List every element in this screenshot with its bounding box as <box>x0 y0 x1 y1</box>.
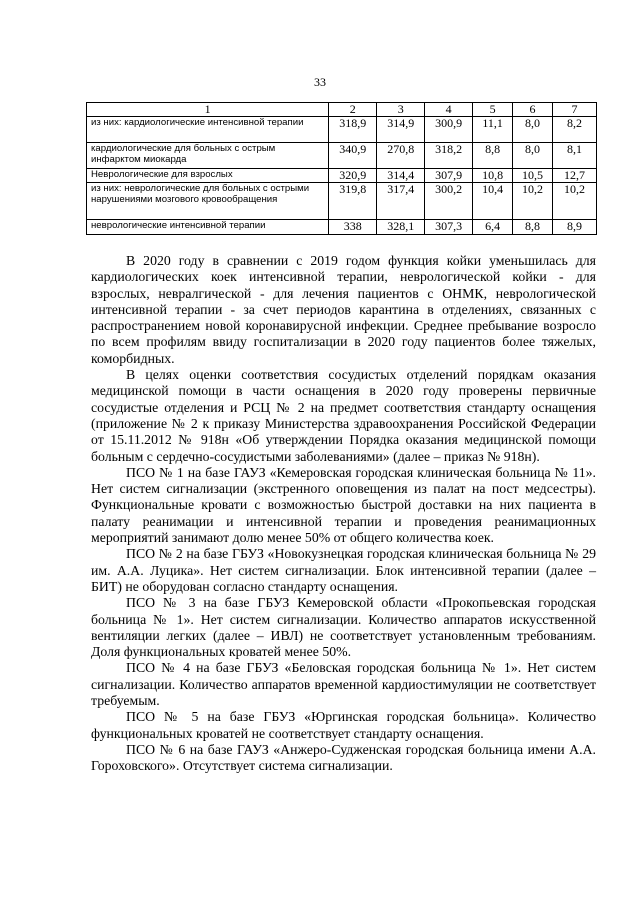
row-label: из них: кардиологические интенсивной терапии <box>87 117 329 143</box>
page-number: 33 <box>314 75 326 89</box>
table-row <box>87 169 597 183</box>
table-cell: 10,2 <box>513 183 553 220</box>
table-cell: 340,9 <box>329 143 377 169</box>
table-cell: 320,9 <box>329 169 377 183</box>
table-cell: 328,1 <box>377 220 425 235</box>
header-cell: 3 <box>377 103 425 117</box>
table-row <box>87 117 597 143</box>
paragraph: ПСО № 2 на базе ГБУЗ «Новокузнецкая городская клиническая больница № 29 им. А.А. Луцика». Нет систем сигнализации. Блок интенсивной терапии (далее – БИТ) не оборудован согласно стандарту оснащения. <box>91 546 596 594</box>
table-cell: 8,8 <box>513 220 553 235</box>
bed-function-table <box>86 102 597 235</box>
table-cell: 319,8 <box>329 183 377 220</box>
table-cell: 10,4 <box>473 183 513 220</box>
paragraph: ПСО № 6 на базе ГАУЗ «Анжеро-Судженская городская больница имени А.А. Гороховского». Отсутствует система сигнализации. <box>91 741 596 774</box>
table-cell: 8,2 <box>553 117 597 143</box>
table-row <box>87 220 597 235</box>
table-cell: 270,8 <box>377 143 425 169</box>
table-cell: 307,9 <box>425 169 473 183</box>
table-cell: 318,2 <box>425 143 473 169</box>
header-cell: 7 <box>553 103 597 117</box>
header-cell: 4 <box>425 103 473 117</box>
table-cell: 317,4 <box>377 183 425 220</box>
table-row <box>87 183 597 220</box>
table-cell: 8,1 <box>553 143 597 169</box>
paragraph: ПСО № 4 на базе ГБУЗ «Беловская городская больница № 1». Нет систем сигнализации. Количество аппаратов временной кардиостимуляции не соответствует требуемым. <box>91 660 596 709</box>
table-cell: 8,8 <box>473 143 513 169</box>
table-header-row <box>87 103 597 117</box>
table-cell: 8,0 <box>513 117 553 143</box>
table-cell: 300,2 <box>425 183 473 220</box>
table-cell: 10,2 <box>553 183 597 220</box>
table-cell: 314,4 <box>377 169 425 183</box>
table-cell: 10,8 <box>473 169 513 183</box>
table-cell: 318,9 <box>329 117 377 143</box>
row-label: из них: неврологические для больных с острыми нарушениями мозгового кровообращения <box>87 183 329 220</box>
table-cell: 314,9 <box>377 117 425 143</box>
table-cell: 307,3 <box>425 220 473 235</box>
table-cell: 300,9 <box>425 117 473 143</box>
table-cell: 12,7 <box>553 169 597 183</box>
paragraph: ПСО № 5 на базе ГБУЗ «Юргинская городская больница». Количество функциональных кроватей не соответствует стандарту оснащения. <box>91 709 596 741</box>
header-cell: 1 <box>87 103 329 117</box>
body-text <box>91 253 596 775</box>
header-cell: 2 <box>329 103 377 117</box>
table-cell: 8,9 <box>553 220 597 235</box>
table-cell: 10,5 <box>513 169 553 183</box>
row-label: Неврологические для взрослых <box>87 169 329 183</box>
row-label: кардиологические для больных с острым инфарктом миокарда <box>87 143 329 169</box>
row-label: неврологические интенсивной терапии <box>87 220 329 235</box>
table-row <box>87 143 597 169</box>
table-cell: 8,0 <box>513 143 553 169</box>
paragraph: ПСО № 1 на базе ГАУЗ «Кемеровская городская клиническая больница № 11». Нет систем сигнализации (экстренного оповещения из палат на пост медсестры). Функциональные кровати с возможностью быстрой доставки на них пациента в палату реанимации и интенсивной терапии и проведения реанимационных мероприятий занимают долю менее 50% от общего количества коек. <box>91 464 596 546</box>
table-cell: 11,1 <box>473 117 513 143</box>
table-cell: 6,4 <box>473 220 513 235</box>
header-cell: 6 <box>513 103 553 117</box>
header-cell: 5 <box>473 103 513 117</box>
paragraph: В 2020 году в сравнении с 2019 годом функция койки уменьшилась для кардиологических коек интенсивной терапии, неврологической койки - для взрослых, невралгической - для лечения пациентов с ОНМК, неврологической интенсивной терапии - за счет периодов карантина в отделениях, связанных с распространением новой коронавирусной инфекции. Среднее пребывание возросло по всем профилям ввиду госпитализации в 2020 году пациентов более тяжелых, коморбидных. <box>91 253 596 366</box>
paragraph: ПСО № 3 на базе ГБУЗ Кемеровской области «Прокопьевская городская больница № 1». Нет систем сигнализации. Количество аппаратов искусственной вентиляции легких (далее – ИВЛ) не соответствует установленным требованиям. Доля функциональных кроватей менее 50%. <box>91 595 596 660</box>
table-cell: 338 <box>329 220 377 235</box>
paragraph: В целях оценки соответствия сосудистых отделений порядкам оказания медицинской помощи в части оснащения в 2020 году проверены первичные сосудистые отделения и РСЦ № 2 на предмет соответствия стандарту оснащения (приложение № 2 к приказу Министерства здравоохранения Российской Федерации от 15.11.2012 № 918н «Об утверждении Порядка оказания медицинской помощи больным с сердечно-сосудистыми заболеваниями» (далее – приказ № 918н). <box>91 367 596 464</box>
